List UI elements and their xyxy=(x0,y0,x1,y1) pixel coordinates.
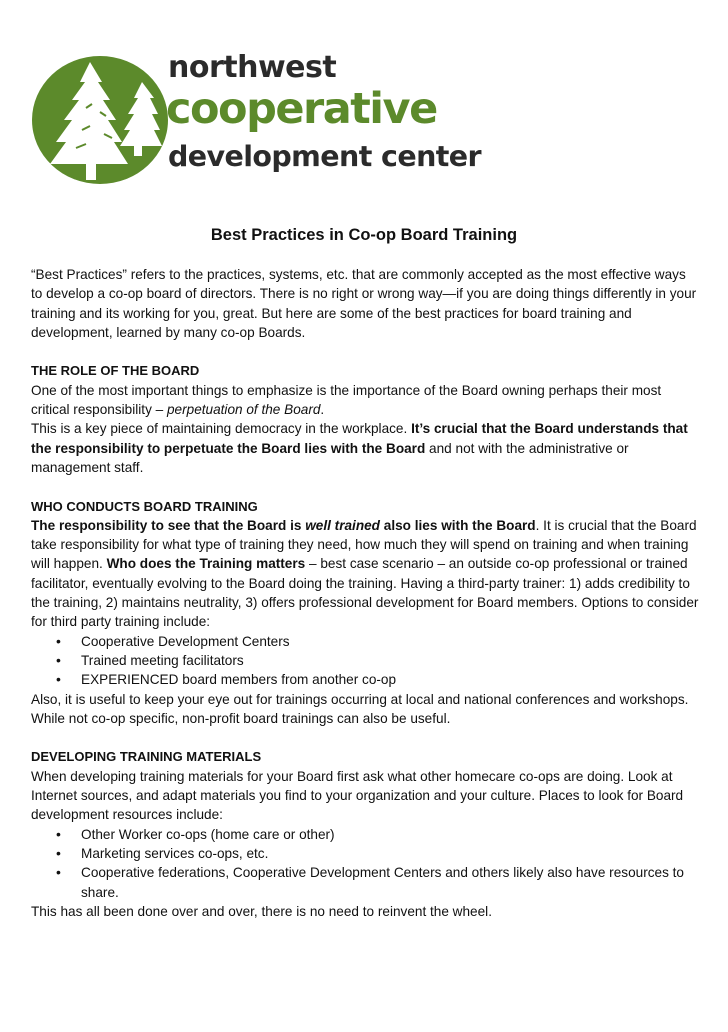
logo-line-cooperative: cooperative xyxy=(166,84,437,134)
role-paragraph-2 xyxy=(31,419,699,477)
role-bold-text: It’s crucial that the Board understands that the responsibility to perpetuate the Board lies with the Board xyxy=(31,421,688,456)
section-heading-role: THE ROLE OF THE BOARD xyxy=(31,363,200,379)
logo-line-development-center: development center xyxy=(168,140,481,173)
who-options-list xyxy=(31,632,699,690)
closing-paragraph: This has all been done over and over, there is no need to reinvent the wheel. xyxy=(31,903,492,919)
list-item: • Cooperative federations, Cooperative Development Centers and others likely also have resources to share. xyxy=(81,863,699,902)
who-text: – best case scenario – an outside co-op professional or trained facilitator, eventually evolving to the Board doing the training. Having a third-party trainer: 1) adds credibility to the training, 2) maintains neutrality, 3) offers professional development for Board members. Options to consider for third party training include: xyxy=(31,556,699,630)
logo-line-northwest: northwest xyxy=(168,50,337,85)
who-bold-text: The responsibility to see that the Board is xyxy=(31,517,306,533)
document-title: Best Practices in Co-op Board Training xyxy=(210,226,518,244)
intro-paragraph: “Best Practices” refers to the practices, systems, etc. that are commonly accepted as the most effective ways to develop a co-op board of directors. There is no right or wrong way—if you are doing things differently in your training and its working for you, great. But here are some of the best practices for board training and development, learned by many co-op Boards. xyxy=(31,267,697,340)
list-item: • Trained meeting facilitators xyxy=(81,651,699,670)
document-body xyxy=(31,265,699,921)
who-bold-text: also lies with the Board xyxy=(380,517,536,533)
who-paragraph xyxy=(31,516,699,632)
role-text-end: and not with the administrative or management staff. xyxy=(31,440,629,475)
materials-resources-list xyxy=(31,825,699,902)
section-heading-who: WHO CONDUCTS BOARD TRAINING xyxy=(31,498,258,514)
role-italic-text: perpetuation of the Board xyxy=(166,402,321,418)
logo xyxy=(30,48,481,188)
list-item: • EXPERIENCED board members from another co-op xyxy=(81,670,699,689)
who-bold-italic-text: well trained xyxy=(305,517,380,533)
role-text: One of the most important things to emphasize is the importance of the Board owning perhaps their most critical responsibility – xyxy=(31,382,662,418)
list-item: • Other Worker co-ops (home care or other) xyxy=(81,825,699,844)
role-text: This is a key piece of maintaining democracy in the workplace. xyxy=(31,421,412,437)
who-after-paragraph: Also, it is useful to keep your eye out for trainings occurring at local and national conferences and workshops. While not co-op specific, non-profit board trainings can also be useful. xyxy=(31,691,689,726)
section-heading-materials: DEVELOPING TRAINING MATERIALS xyxy=(31,749,262,765)
list-item: • Marketing services co-ops, etc. xyxy=(81,844,699,863)
role-text-end: . xyxy=(320,402,325,418)
role-paragraph-1 xyxy=(31,381,699,420)
who-text: . It is crucial that the Board take responsibility for what type of training they need, how much they will spend on training and when training will happen. xyxy=(31,517,697,572)
list-item: • Cooperative Development Centers xyxy=(81,632,699,651)
who-bold-text: Who does the Training matters xyxy=(106,556,306,572)
pine-tree-circle-logo-icon xyxy=(30,48,180,188)
materials-paragraph: When developing training materials for your Board first ask what other homecare co-ops are doing. Look at Internet sources, and adapt materials you find to your organization and your culture. Places to look for Board development resources include: xyxy=(31,768,684,823)
